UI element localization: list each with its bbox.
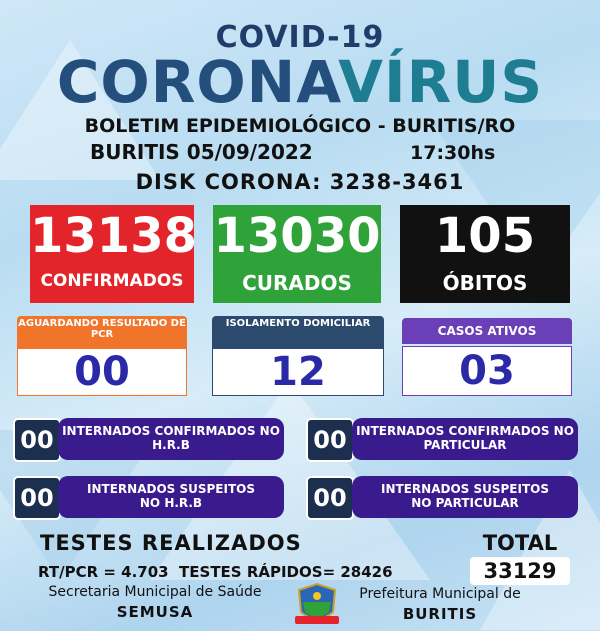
covid-title: COVID-19 [215, 20, 385, 55]
coronavirus-title [0, 50, 600, 114]
pcr-value: 00 [17, 348, 187, 396]
kpi-cured-label: CURADOS [242, 271, 352, 295]
suspected-hrb-label: INTERNADOS SUSPEITOS NO H.R.B [58, 476, 284, 518]
tests-detail: RT/PCR = 4.703 TESTES RÁPIDOS= 28426 [38, 563, 393, 581]
prefeitura-name: Prefeitura Municipal de [359, 586, 521, 602]
kpi-confirmed-label: CONFIRMADOS [40, 271, 184, 291]
isolation-value: 12 [212, 348, 384, 396]
total-value: 33129 [470, 557, 570, 585]
active-value: 03 [402, 346, 572, 396]
bulletin-time: 17:30hs [410, 142, 496, 164]
buritis-name: BURITIS [402, 605, 478, 623]
kpi-deaths-label: ÓBITOS [442, 271, 528, 295]
kpi-confirmed-value: 13138 [30, 208, 197, 264]
kpi-deaths-value: 105 [434, 208, 536, 264]
kpi-cured [213, 205, 381, 303]
confirmed-private-label: INTERNADOS CONFIRMADOS NO PARTICULAR [352, 418, 578, 460]
total-label: TOTAL [482, 531, 558, 555]
secretaria-name: Secretaria Municipal de Saúde [48, 584, 262, 600]
tests-title: TESTES REALIZADOS [40, 531, 302, 555]
kpi-deaths [400, 205, 570, 303]
corona-word: CORONA [56, 48, 339, 116]
isolation-label: ISOLAMENTO DOMICILIAR [212, 316, 384, 348]
confirmed-private-value: 00 [306, 418, 354, 462]
municipal-coat-of-arms-icon [293, 582, 341, 628]
confirmed-hrb-label: INTERNADOS CONFIRMADOS NO H.R.B [58, 418, 284, 460]
active-label: CASOS ATIVOS [402, 318, 572, 344]
suspected-private-label: INTERNADOS SUSPEITOS NO PARTICULAR [352, 476, 578, 518]
suspected-hrb-value: 00 [13, 476, 61, 520]
disk-corona: DISK CORONA: 3238-3461 [135, 170, 465, 194]
bulletin-date: BURITIS 05/09/2022 [90, 140, 313, 164]
bulletin-title: BOLETIM EPIDEMIOLÓGICO - BURITIS/RO [84, 115, 516, 137]
pcr-label: AGUARDANDO RESULTADO DE PCR [17, 316, 187, 348]
pcr-box [17, 316, 187, 396]
isolation-box [212, 316, 384, 396]
kpi-cured-value: 13030 [213, 208, 381, 264]
kpi-confirmed [30, 205, 197, 303]
suspected-private-value: 00 [306, 476, 354, 520]
virus-word: VÍRUS [338, 48, 544, 116]
confirmed-hrb-value: 00 [13, 418, 61, 462]
active-box [402, 318, 572, 396]
semusa-name: SEMUSA [116, 603, 194, 621]
